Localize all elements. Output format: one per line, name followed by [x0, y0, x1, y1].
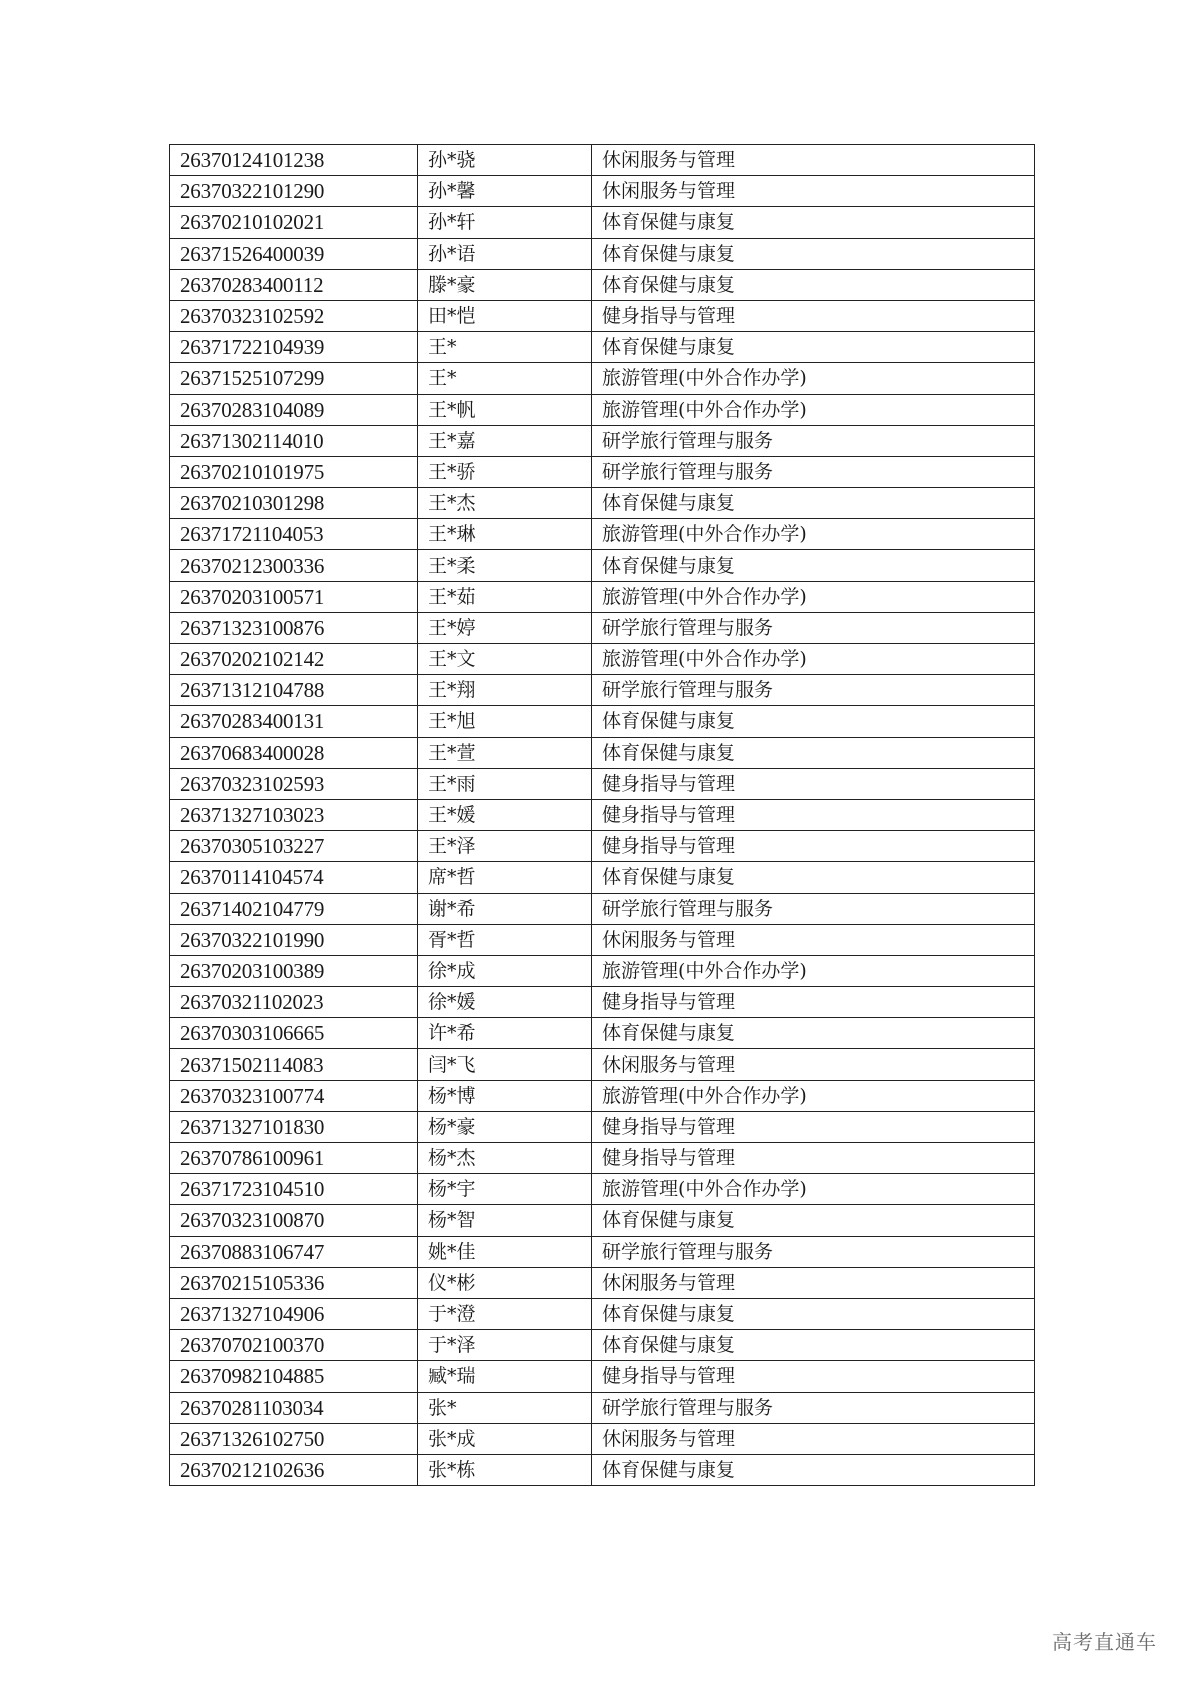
major-cell: 休闲服务与管理 — [592, 176, 1035, 207]
table-row — [170, 456, 1035, 487]
major-cell: 旅游管理(中外合作办学) — [592, 394, 1035, 425]
major-cell: 体育保健与康复 — [592, 1330, 1035, 1361]
student-name-cell: 滕*豪 — [418, 269, 592, 300]
major-cell: 旅游管理(中外合作办学) — [592, 644, 1035, 675]
major-cell: 研学旅行管理与服务 — [592, 612, 1035, 643]
table-row — [170, 737, 1035, 768]
candidate-id-cell: 26371312104788 — [170, 675, 418, 706]
table-row — [170, 987, 1035, 1018]
student-name-cell: 徐*成 — [418, 955, 592, 986]
student-name-cell: 王*泽 — [418, 831, 592, 862]
student-name-cell: 王*媛 — [418, 799, 592, 830]
major-cell: 体育保健与康复 — [592, 269, 1035, 300]
candidate-id-cell: 26370982104885 — [170, 1361, 418, 1392]
student-name-cell: 孙*骁 — [418, 145, 592, 176]
table-row — [170, 425, 1035, 456]
major-cell: 休闲服务与管理 — [592, 1423, 1035, 1454]
table-row — [170, 145, 1035, 176]
candidate-id-cell: 26370114104574 — [170, 862, 418, 893]
table-row — [170, 893, 1035, 924]
candidate-id-cell: 26370283400112 — [170, 269, 418, 300]
table-row — [170, 1049, 1035, 1080]
student-name-cell: 杨*杰 — [418, 1143, 592, 1174]
major-cell: 体育保健与康复 — [592, 706, 1035, 737]
candidate-id-cell: 26371326102750 — [170, 1423, 418, 1454]
student-name-cell: 王*帆 — [418, 394, 592, 425]
candidate-id-cell: 26370322101990 — [170, 924, 418, 955]
table-row — [170, 924, 1035, 955]
student-name-cell: 席*哲 — [418, 862, 592, 893]
major-cell: 旅游管理(中外合作办学) — [592, 955, 1035, 986]
student-name-cell: 张* — [418, 1392, 592, 1423]
student-name-cell: 王*骄 — [418, 456, 592, 487]
major-cell: 研学旅行管理与服务 — [592, 1236, 1035, 1267]
table-row — [170, 488, 1035, 519]
table-row — [170, 519, 1035, 550]
major-cell: 休闲服务与管理 — [592, 1049, 1035, 1080]
table-row — [170, 1080, 1035, 1111]
student-name-cell: 王*雨 — [418, 768, 592, 799]
table-row — [170, 1111, 1035, 1142]
student-name-cell: 臧*瑞 — [418, 1361, 592, 1392]
student-name-cell: 王* — [418, 332, 592, 363]
table-row — [170, 550, 1035, 581]
major-cell: 体育保健与康复 — [592, 1018, 1035, 1049]
student-name-cell: 孙*语 — [418, 238, 592, 269]
table-row — [170, 363, 1035, 394]
major-cell: 体育保健与康复 — [592, 1298, 1035, 1329]
table-row — [170, 207, 1035, 238]
candidate-id-cell: 26370212102636 — [170, 1454, 418, 1485]
candidate-id-cell: 26371327101830 — [170, 1111, 418, 1142]
admission-roster-table — [169, 144, 1035, 1486]
major-cell: 健身指导与管理 — [592, 831, 1035, 862]
candidate-id-cell: 26370303106665 — [170, 1018, 418, 1049]
major-cell: 体育保健与康复 — [592, 862, 1035, 893]
student-name-cell: 王*旭 — [418, 706, 592, 737]
major-cell: 体育保健与康复 — [592, 207, 1035, 238]
table-row — [170, 1423, 1035, 1454]
candidate-id-cell: 26371723104510 — [170, 1174, 418, 1205]
student-name-cell: 王*嘉 — [418, 425, 592, 456]
candidate-id-cell: 26370124101238 — [170, 145, 418, 176]
student-name-cell: 谢*希 — [418, 893, 592, 924]
student-name-cell: 姚*佳 — [418, 1236, 592, 1267]
candidate-id-cell: 26370210101975 — [170, 456, 418, 487]
table-row — [170, 862, 1035, 893]
student-name-cell: 徐*媛 — [418, 987, 592, 1018]
major-cell: 健身指导与管理 — [592, 987, 1035, 1018]
table-row — [170, 300, 1035, 331]
student-name-cell: 于*澄 — [418, 1298, 592, 1329]
table-row — [170, 612, 1035, 643]
candidate-id-cell: 26371402104779 — [170, 893, 418, 924]
major-cell: 健身指导与管理 — [592, 1111, 1035, 1142]
table-row — [170, 768, 1035, 799]
major-cell: 休闲服务与管理 — [592, 145, 1035, 176]
table-row — [170, 1361, 1035, 1392]
major-cell: 健身指导与管理 — [592, 1361, 1035, 1392]
student-name-cell: 孙*轩 — [418, 207, 592, 238]
candidate-id-cell: 26371302114010 — [170, 425, 418, 456]
table-row — [170, 675, 1035, 706]
table-row — [170, 581, 1035, 612]
student-name-cell: 王*杰 — [418, 488, 592, 519]
student-name-cell: 王* — [418, 363, 592, 394]
table-row — [170, 955, 1035, 986]
student-name-cell: 杨*博 — [418, 1080, 592, 1111]
candidate-id-cell: 26370212300336 — [170, 550, 418, 581]
candidate-id-cell: 26371502114083 — [170, 1049, 418, 1080]
candidate-id-cell: 26370322101290 — [170, 176, 418, 207]
table-row — [170, 1018, 1035, 1049]
major-cell: 研学旅行管理与服务 — [592, 456, 1035, 487]
candidate-id-cell: 26370281103034 — [170, 1392, 418, 1423]
student-name-cell: 仪*彬 — [418, 1267, 592, 1298]
major-cell: 体育保健与康复 — [592, 1454, 1035, 1485]
major-cell: 健身指导与管理 — [592, 1143, 1035, 1174]
table-row — [170, 831, 1035, 862]
student-name-cell: 许*希 — [418, 1018, 592, 1049]
major-cell: 研学旅行管理与服务 — [592, 893, 1035, 924]
candidate-id-cell: 26370883106747 — [170, 1236, 418, 1267]
table-row — [170, 269, 1035, 300]
student-name-cell: 王*柔 — [418, 550, 592, 581]
candidate-id-cell: 26370210301298 — [170, 488, 418, 519]
candidate-id-cell: 26371526400039 — [170, 238, 418, 269]
candidate-id-cell: 26370202102142 — [170, 644, 418, 675]
table-row — [170, 238, 1035, 269]
major-cell: 体育保健与康复 — [592, 737, 1035, 768]
major-cell: 研学旅行管理与服务 — [592, 1392, 1035, 1423]
candidate-id-cell: 26371525107299 — [170, 363, 418, 394]
table-row — [170, 1205, 1035, 1236]
major-cell: 旅游管理(中外合作办学) — [592, 1174, 1035, 1205]
table-row — [170, 1267, 1035, 1298]
student-name-cell: 孙*馨 — [418, 176, 592, 207]
candidate-id-cell: 26370323100870 — [170, 1205, 418, 1236]
student-name-cell: 王*婷 — [418, 612, 592, 643]
student-name-cell: 王*翔 — [418, 675, 592, 706]
student-name-cell: 王*茹 — [418, 581, 592, 612]
student-name-cell: 杨*智 — [418, 1205, 592, 1236]
candidate-id-cell: 26370305103227 — [170, 831, 418, 862]
major-cell: 休闲服务与管理 — [592, 1267, 1035, 1298]
candidate-id-cell: 26370321102023 — [170, 987, 418, 1018]
candidate-id-cell: 26370702100370 — [170, 1330, 418, 1361]
major-cell: 旅游管理(中外合作办学) — [592, 519, 1035, 550]
candidate-id-cell: 26371721104053 — [170, 519, 418, 550]
student-name-cell: 张*栋 — [418, 1454, 592, 1485]
student-name-cell: 田*恺 — [418, 300, 592, 331]
student-name-cell: 王*文 — [418, 644, 592, 675]
watermark-text: 高考直通车 — [1052, 1630, 1157, 1654]
table-row — [170, 394, 1035, 425]
candidate-id-cell: 26370203100389 — [170, 955, 418, 986]
candidate-id-cell: 26370786100961 — [170, 1143, 418, 1174]
student-name-cell: 王*琳 — [418, 519, 592, 550]
major-cell: 旅游管理(中外合作办学) — [592, 1080, 1035, 1111]
candidate-id-cell: 26371327104906 — [170, 1298, 418, 1329]
major-cell: 研学旅行管理与服务 — [592, 675, 1035, 706]
table-row — [170, 1143, 1035, 1174]
table-row — [170, 1392, 1035, 1423]
student-name-cell: 杨*豪 — [418, 1111, 592, 1142]
table-row — [170, 332, 1035, 363]
major-cell: 体育保健与康复 — [592, 238, 1035, 269]
candidate-id-cell: 26370683400028 — [170, 737, 418, 768]
table-row — [170, 706, 1035, 737]
candidate-id-cell: 26370203100571 — [170, 581, 418, 612]
student-name-cell: 杨*宇 — [418, 1174, 592, 1205]
major-cell: 健身指导与管理 — [592, 768, 1035, 799]
candidate-id-cell: 26370323102592 — [170, 300, 418, 331]
major-cell: 健身指导与管理 — [592, 300, 1035, 331]
candidate-id-cell: 26370215105336 — [170, 1267, 418, 1298]
candidate-id-cell: 26370283400131 — [170, 706, 418, 737]
major-cell: 旅游管理(中外合作办学) — [592, 363, 1035, 394]
table-row — [170, 799, 1035, 830]
roster-body — [170, 145, 1035, 1486]
major-cell: 旅游管理(中外合作办学) — [592, 581, 1035, 612]
candidate-id-cell: 26370210102021 — [170, 207, 418, 238]
major-cell: 休闲服务与管理 — [592, 924, 1035, 955]
student-name-cell: 张*成 — [418, 1423, 592, 1454]
candidate-id-cell: 26371722104939 — [170, 332, 418, 363]
major-cell: 体育保健与康复 — [592, 488, 1035, 519]
table-row — [170, 1454, 1035, 1485]
student-name-cell: 于*泽 — [418, 1330, 592, 1361]
major-cell: 体育保健与康复 — [592, 550, 1035, 581]
table-row — [170, 1236, 1035, 1267]
table-row — [170, 1330, 1035, 1361]
candidate-id-cell: 26370323100774 — [170, 1080, 418, 1111]
major-cell: 研学旅行管理与服务 — [592, 425, 1035, 456]
student-name-cell: 王*萱 — [418, 737, 592, 768]
table-row — [170, 644, 1035, 675]
table-row — [170, 1174, 1035, 1205]
candidate-id-cell: 26371323100876 — [170, 612, 418, 643]
table-row — [170, 1298, 1035, 1329]
major-cell: 体育保健与康复 — [592, 1205, 1035, 1236]
major-cell: 体育保健与康复 — [592, 332, 1035, 363]
candidate-id-cell: 26370283104089 — [170, 394, 418, 425]
candidate-id-cell: 26370323102593 — [170, 768, 418, 799]
student-name-cell: 闫*飞 — [418, 1049, 592, 1080]
major-cell: 健身指导与管理 — [592, 799, 1035, 830]
candidate-id-cell: 26371327103023 — [170, 799, 418, 830]
student-name-cell: 胥*哲 — [418, 924, 592, 955]
table-row — [170, 176, 1035, 207]
